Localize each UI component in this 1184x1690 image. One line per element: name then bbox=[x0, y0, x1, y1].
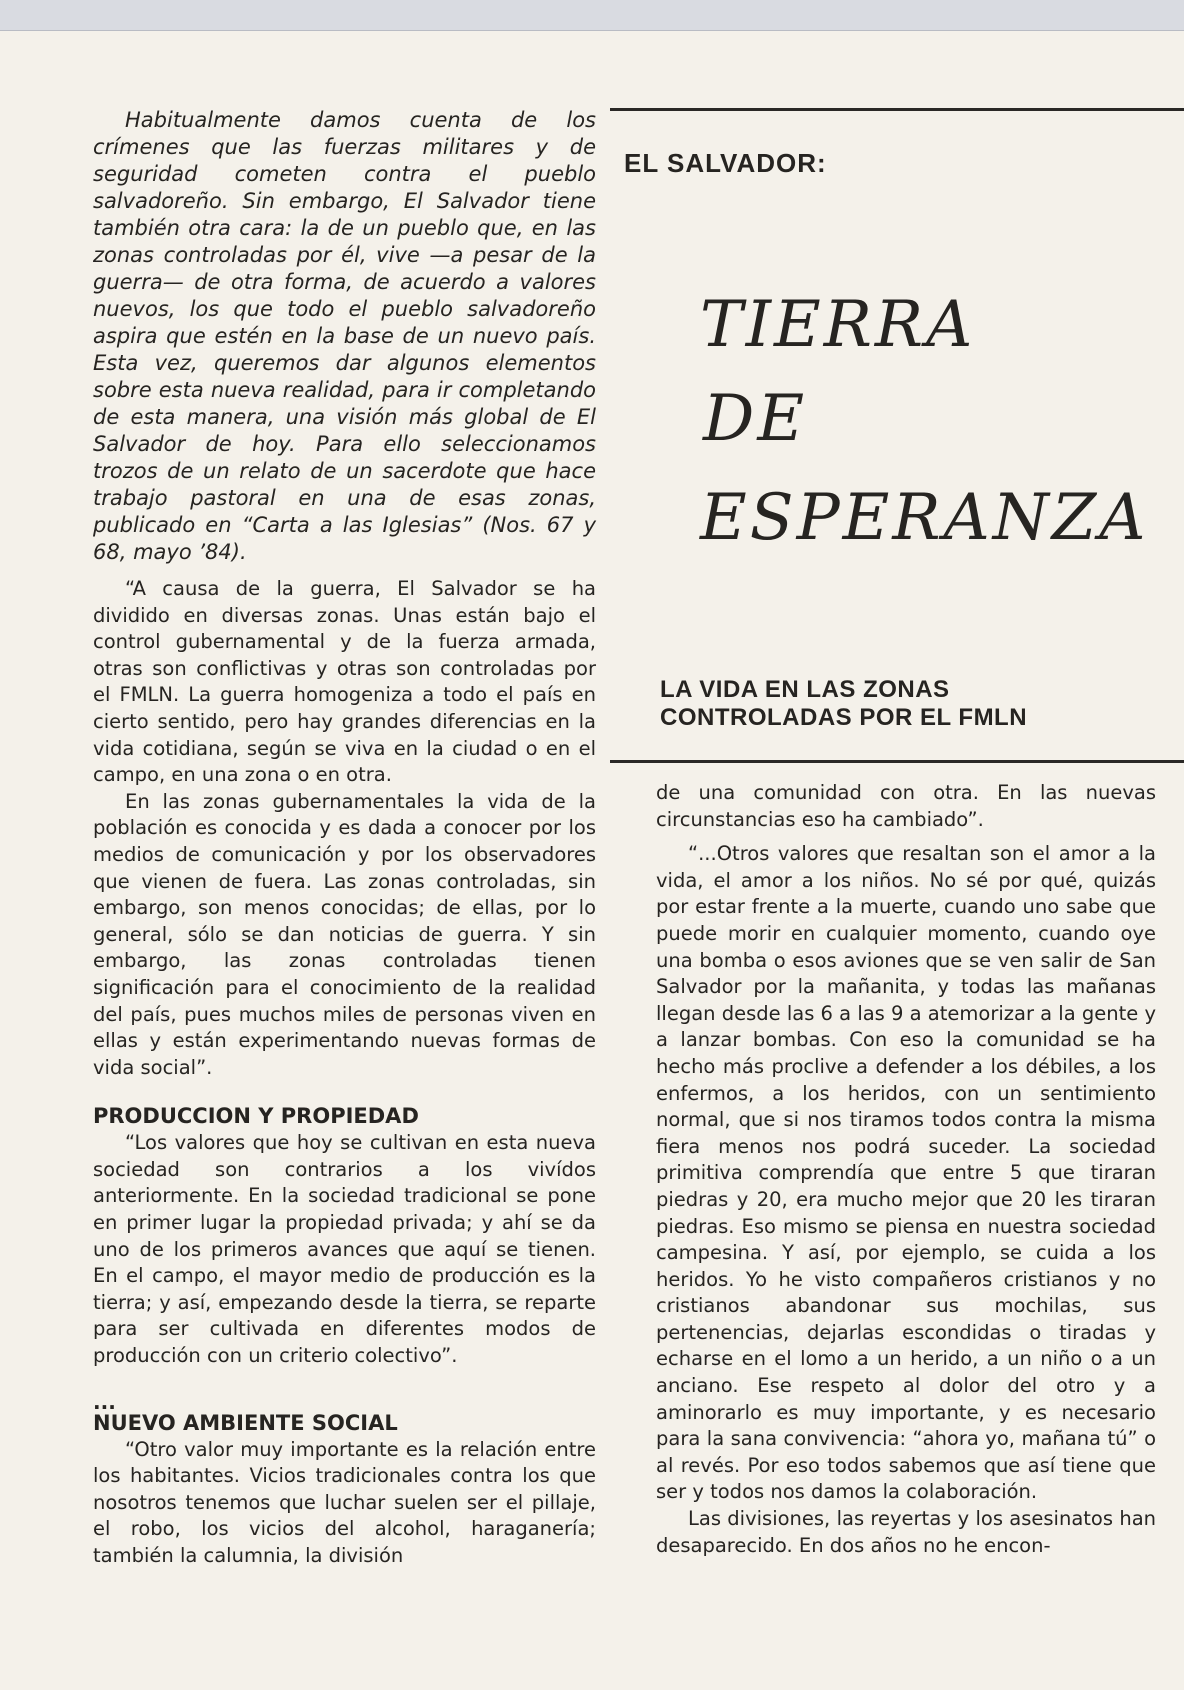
paragraph: “Otro valor muy importante es la relación entre los habitantes. Vicios tradicionales contra los que nosotros tenemos que luchar suelen ser el pillaje, el robo, los vicios del alcohol, haraganería; también la calumnia, la división bbox=[93, 1437, 596, 1567]
paragraph: Las divisiones, las reyertas y los asesinatos han desaparecido. En dos años no he encon- bbox=[656, 1507, 1156, 1557]
paragraph: “Los valores que hoy se cultivan en esta nueva sociedad son contrarios a los vivídos anteriormente. En la sociedad tradicional se pone en primer lugar la propiedad privada; y ahí se da uno de los primeros avances que aquí se tienen. En el campo, el mayor medio de producción es la tierra; y así, empezando desde la tierra, se reparte para ser cultivada en diferentes modos de producción con un criterio colectivo”. bbox=[93, 1131, 596, 1368]
section-heading: NUEVO AMBIENTE SOCIAL bbox=[93, 1410, 398, 1435]
paragraph: En las zonas gubernamentales la vida de la población es conocida y es dada a conocer por los medios de comunicación y por los observadores que vienen de fuera. Las zonas controladas, sin embargo, son menos conocidas; de ellas, por lo general, sólo se dan noticias de guerra. Y sin embargo, las zonas controladas tienen significación para el conocimiento de la realidad del país, pues muchos miles de personas viven en ellas y están experimentando nuevas formas de vida social”. bbox=[93, 789, 596, 1079]
paragraph: de una comunidad con otra. En las nuevas circunstancias eso ha cambiado”. bbox=[656, 781, 1156, 831]
title-line-1: TIERRA bbox=[700, 288, 976, 362]
subtitle-line-2: CONTROLADAS POR EL FMLN bbox=[660, 704, 1028, 731]
mid-rule bbox=[610, 760, 1184, 763]
paragraph: “...Otros valores que resaltan son el amor a la vida, el amor a los niños. No sé por qué, quizás por estar frente a la muerte, cuando uno sabe que puede morir en cualquier momento, cuando oye una bomba o esos aviones que se ven salir de San Salvador por la mañanita, y todas las mañanas llegan desde las 6 a las 9 a atemorizar a la gente y a lanzar bombas. Con eso la comunidad se ha hecho más proclive a defender a los débiles, a los enfermos, a los heridos, con un sentimiento normal, que si nos tiramos todos contra la misma fiera menos nos podrá suceder. La sociedad primitiva comprendía que entre 5 que tiraran piedras y 20, era mucho mejor que 20 les tiraran piedras. Eso mismo se piensa en nuestra sociedad campesina. Y así, por ejemplo, se cuida a los heridos. Yo he visto compañeros cristianos y no cristianos abandonar sus mochilas, sus pertenencias, dejarlas escondidas o tiradas y echarse en el lomo a un herido, a un niño o a un anciano. Ese respeto al dolor del otro y a aminorarlo es muy importante, y es necesario para la sana convivencia: “ahora yo, mañana tú” o al revés. Por eso todos sabemos que así tiene que ser y todos nos damos la colaboración. bbox=[656, 842, 1156, 1504]
paragraph: “A causa de la guerra, El Salvador se ha dividido en diversas zonas. Unas están bajo el control gubernamental y de la fuerza armada, otras son conflictivas y otras son controladas por el FMLN. La guerra homogeniza a todo el país en cierto sentido, pero hay grandes diferencias en la vida cotidiana, según se viva en la ciudad o en el campo, en una zona o en otra. bbox=[93, 577, 596, 787]
ellipsis: ... bbox=[93, 1389, 116, 1414]
left-column bbox=[93, 107, 596, 1570]
kicker: EL SALVADOR: bbox=[624, 148, 827, 178]
top-rule bbox=[610, 108, 1184, 111]
title-line-3: ESPERANZA bbox=[700, 481, 1149, 555]
subtitle-line-1: LA VIDA EN LAS ZONAS bbox=[660, 676, 950, 703]
page-top-edge bbox=[0, 0, 1184, 31]
right-column bbox=[656, 780, 1156, 1559]
title-line-2: DE bbox=[703, 382, 808, 456]
subtitle bbox=[660, 676, 1170, 732]
intro-paragraph: Habitualmente damos cuenta de los crímenes que las fuerzas militares y de seguridad cometen contra el pueblo salvadoreño. Sin embargo, El Salvador tiene también otra cara: la de un pueblo que, en las zonas controladas por él, vive —a pesar de la guerra— de otra forma, de acuerdo a valores nuevos, los que todo el pueblo salvadoreño aspira que estén en la base de un nuevo país. Esta vez, queremos dar algunos elementos sobre esta nueva realidad, para ir completando de esta manera, una visión más global de El Salvador de hoy. Para ello seleccionamos trozos de un relato de un sacerdote que hace trabajo pastoral en una de esas zonas, publicado en “Carta a las Iglesias” (Nos. 67 y 68, mayo ’84). bbox=[93, 108, 596, 564]
section-heading: PRODUCCION Y PROPIEDAD bbox=[93, 1104, 419, 1129]
